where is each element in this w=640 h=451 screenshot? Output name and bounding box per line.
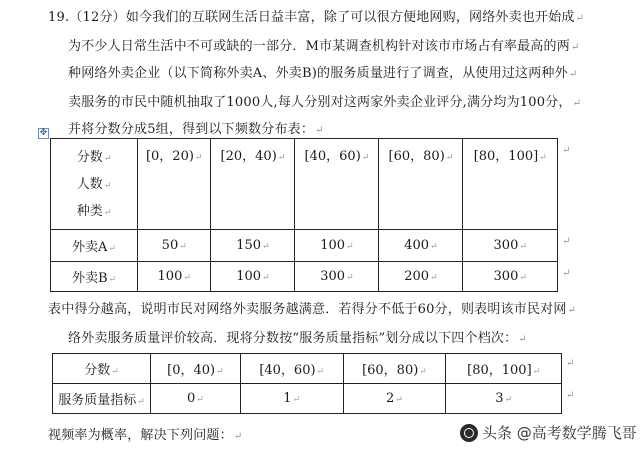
value-cell: 300↵	[295, 262, 379, 292]
value-cell: 200↵	[379, 262, 463, 292]
grade-table	[52, 353, 562, 414]
header-label-count: 人数↵	[76, 177, 112, 192]
row-end-mark: ↵	[562, 268, 571, 279]
grade-label-cell: 服务质量指标↵	[53, 384, 151, 414]
row-end-mark: ↵	[562, 145, 571, 156]
row-end-mark: ↵	[562, 236, 571, 247]
grade-interval-cell: [0，40)↵	[151, 354, 241, 384]
watermark-text: 头条 @高考数学腾飞哥	[482, 424, 637, 442]
interval-cell: [60，80)↵	[379, 139, 463, 230]
table-header-row	[51, 139, 558, 230]
table-row-a	[51, 230, 558, 262]
problem-line-2: 为不少人日常生活中不可或缺的一部分．M市某调查机构针对该市市场占有率最高的两↵	[68, 39, 580, 54]
interval-cell: [20，40)↵	[211, 139, 295, 230]
row-end-mark: ↵	[566, 358, 575, 369]
header-label-type: 种类↵	[76, 204, 112, 219]
header-label-cell	[51, 139, 138, 230]
grade-value-row	[53, 384, 562, 414]
header-label-stack	[51, 145, 137, 226]
table-move-handle-icon[interactable]: ✥	[39, 128, 48, 138]
after-line-1: 表中得分越高，说明市民对网络外卖服务越满意．若得分不低于60分，则表明该市民对网↵	[48, 302, 577, 317]
grade-value-cell: 2↵	[343, 384, 446, 414]
grade-value-cell: 1↵	[240, 384, 343, 414]
grade-interval-cell: [80，100]↵	[446, 354, 562, 384]
after-line-2: 络外卖服务质量评价较高．现将分数按“服务质量指标”划分成以下四个档次：↵	[68, 331, 527, 346]
value-cell: 300↵	[463, 262, 558, 292]
problem-line-4: 卖服务的市民中随机抽取了1000人,每人分别对这两家外卖企业评分,满分均为100分，↵	[68, 95, 582, 110]
value-cell: 400↵	[379, 230, 463, 262]
value-cell: 150↵	[211, 230, 295, 262]
grade-label-cell: 分数↵	[53, 354, 151, 384]
value-cell: 100↵	[138, 262, 211, 292]
interval-cell: [80，100]↵	[463, 139, 558, 230]
row-label-cell: 外卖A↵	[51, 230, 138, 262]
problem-line-1: 19.（12分）如今我们的互联网生活日益丰富，除了可以很方便地网购，网络外卖也开始成↵	[48, 10, 585, 25]
table-row-b	[51, 262, 558, 292]
grade-value-cell: 0↵	[151, 384, 241, 414]
grade-value-cell: 3↵	[446, 384, 562, 414]
problem-line-5: 并将分数分成5组，得到以下频数分布表：↵	[68, 122, 324, 137]
value-cell: 100↵	[211, 262, 295, 292]
grade-interval-cell: [40，60)↵	[240, 354, 343, 384]
row-label-cell: 外卖B↵	[51, 262, 138, 292]
grade-header-row	[53, 354, 562, 384]
value-cell: 50↵	[138, 230, 211, 262]
interval-cell: [40，60)↵	[295, 139, 379, 230]
value-cell: 100↵	[295, 230, 379, 262]
interval-cell: [0，20)↵	[138, 139, 211, 230]
grade-interval-cell: [60，80)↵	[343, 354, 446, 384]
toutiao-logo-icon	[460, 424, 478, 442]
watermark	[460, 422, 637, 443]
header-label-score: 分数↵	[76, 150, 112, 165]
value-cell: 300↵	[463, 230, 558, 262]
final-line: 视频率为概率，解决下列问题：↵	[48, 428, 243, 443]
frequency-table	[50, 138, 558, 292]
row-end-mark: ↵	[566, 390, 575, 401]
problem-line-3: 种网络外卖企业（以下简称外卖A、外卖B)的服务质量进行了调查，从使用过这两种外↵	[68, 66, 578, 81]
